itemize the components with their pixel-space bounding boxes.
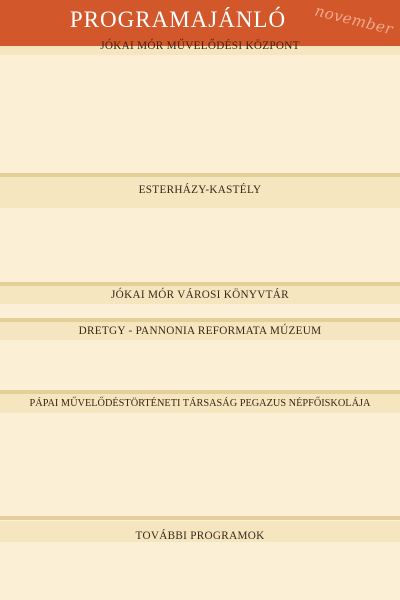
section-body-pegazus <box>0 413 400 521</box>
section-title-library: JÓKAI MÓR VÁROSI KÖNYVTÁR <box>111 289 289 301</box>
section-title-pegazus: PÁPAI MŰVELŐDÉSTÖRTÉNETI TÁRSASÁG PEGAZUS NÉPFŐISKOLÁJA <box>29 398 371 409</box>
section-title-esterhazy: ESTERHÁZY-KASTÉLY <box>138 184 262 196</box>
section-body-jmk <box>0 55 400 173</box>
divider <box>0 390 400 394</box>
section-body-other <box>0 542 400 600</box>
divider <box>0 318 400 322</box>
month-label: november <box>313 1 395 39</box>
section-title-other: TOVÁBBI PROGRAMOK <box>135 530 265 542</box>
page-title: PROGRAMAJÁNLÓ <box>69 7 287 32</box>
divider <box>0 173 400 177</box>
divider <box>0 282 400 286</box>
section-body-esterhazy <box>0 208 400 286</box>
section-title-museum: DRETGY - PANNONIA REFORMATA MÚZEUM <box>78 325 322 337</box>
section-title-jmk: JÓKAI MÓR MŰVELŐDÉSI KÖZPONT <box>100 40 300 52</box>
section-body-museum <box>0 340 400 390</box>
divider <box>0 516 400 520</box>
